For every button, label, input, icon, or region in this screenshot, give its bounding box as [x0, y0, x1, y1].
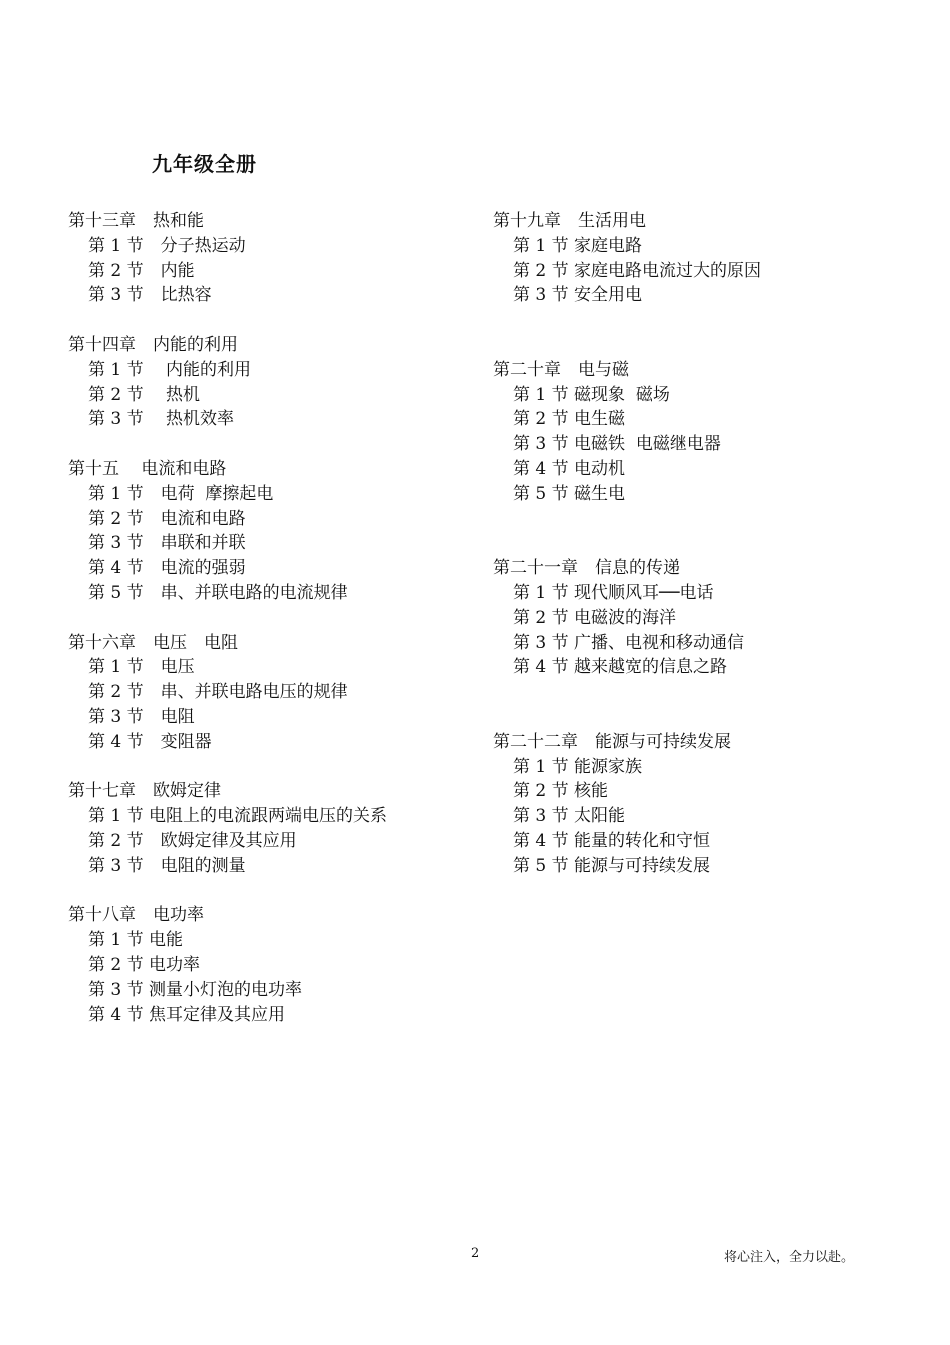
section-item: 第 3 节 比热容	[88, 285, 212, 306]
section-item: 第 4 节 电动机	[513, 458, 626, 479]
section-item: 第 4 节 焦耳定律及其应用	[88, 1004, 286, 1025]
chapter-heading: 第十四章 内能的利用	[68, 334, 238, 355]
section-item: 第 3 节 热机效率	[88, 409, 235, 430]
section-item: 第 2 节 电功率	[88, 954, 201, 975]
section-item: 第 2 节 家庭电路电流过大的原因	[513, 260, 762, 281]
section-item: 第 4 节 电流的强弱	[88, 558, 246, 579]
section-item: 第 1 节 电能	[88, 930, 184, 951]
section-item: 第 5 节 磁生电	[513, 483, 626, 504]
section-item: 第 2 节 电磁波的海洋	[513, 607, 677, 628]
section-item: 第 1 节 电阻上的电流跟两端电压的关系	[88, 806, 388, 827]
section-item: 第 4 节 变阻器	[88, 731, 212, 752]
page-number: 2	[471, 1246, 480, 1261]
section-item: 第 3 节 电阻的测量	[88, 855, 246, 876]
section-item: 第 2 节 热机	[88, 384, 201, 405]
chapter-heading: 第十六章 电压 电阻	[68, 632, 238, 653]
chapter-heading: 第二十一章 信息的传递	[493, 558, 680, 579]
footer-motto: 将心注入，全力以赴。	[724, 1250, 855, 1265]
section-item: 第 1 节 能源家族	[513, 756, 643, 777]
chapter-heading: 第二十章 电与磁	[493, 359, 629, 380]
section-item: 第 2 节 内能	[88, 260, 195, 281]
section-item: 第 3 节 测量小灯泡的电功率	[88, 979, 303, 1000]
chapter-heading: 第十八章 电功率	[68, 905, 204, 926]
chapter-heading: 第十五 电流和电路	[68, 458, 227, 479]
section-item: 第 2 节 串、并联电路电压的规律	[88, 682, 348, 703]
chapter-heading: 第二十二章 能源与可持续发展	[493, 731, 731, 752]
section-item: 第 1 节 分子热运动	[88, 235, 246, 256]
section-item: 第 2 节 核能	[513, 781, 609, 802]
chapter-heading: 第十九章 生活用电	[493, 211, 646, 231]
section-item: 第 1 节 内能的利用	[88, 359, 252, 380]
section-item: 第 4 节 越来越宽的信息之路	[513, 657, 728, 678]
section-item: 第 1 节 电荷 摩擦起电	[88, 483, 274, 504]
section-item: 第 1 节 现代顺风耳──电话	[513, 582, 714, 603]
section-item: 第 3 节 广播、电视和移动通信	[513, 632, 745, 653]
section-item: 第 3 节 电磁铁 电磁继电器	[513, 434, 721, 455]
section-item: 第 1 节 磁现象 磁场	[513, 384, 670, 405]
chapter-heading: 第十三章 热和能	[68, 211, 204, 231]
section-item: 第 3 节 安全用电	[513, 285, 643, 306]
section-item: 第 5 节 串、并联电路的电流规律	[88, 582, 348, 603]
section-item: 第 1 节 家庭电路	[513, 235, 643, 256]
section-item: 第 1 节 电压	[88, 657, 195, 678]
section-item: 第 3 节 太阳能	[513, 806, 626, 827]
toc-left-column	[68, 209, 387, 1027]
chapter-heading: 第十七章 欧姆定律	[68, 781, 221, 802]
section-item: 第 2 节 欧姆定律及其应用	[88, 830, 297, 851]
section-item: 第 2 节 电生磁	[513, 409, 626, 430]
section-item: 第 3 节 串联和并联	[88, 533, 246, 554]
toc-right-column	[493, 209, 761, 879]
page-title: 九年级全册	[152, 152, 257, 176]
section-item: 第 4 节 能量的转化和守恒	[513, 830, 711, 851]
section-item: 第 5 节 能源与可持续发展	[513, 855, 711, 876]
section-item: 第 2 节 电流和电路	[88, 508, 246, 529]
section-item: 第 3 节 电阻	[88, 706, 195, 727]
